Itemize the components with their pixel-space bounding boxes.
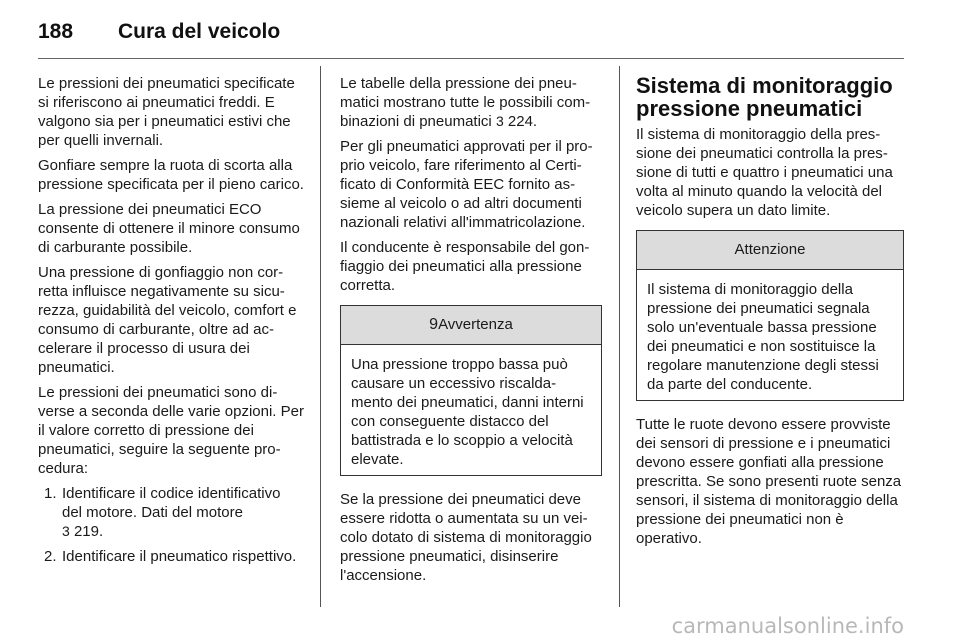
step-number: 1. xyxy=(44,485,57,502)
paragraph: Tutte le ruote devono essere provviste dei sensori di pressione e i pneumatici devono essere gonfiati alla pressione prescritta. Se sono presenti ruote senza sensori, il sistema di monitoraggio della pressione dei pneumatici non è operativo. xyxy=(636,416,902,547)
column-divider-1 xyxy=(320,66,321,607)
paragraph: Gonfiare sempre la ruota di scorta alla pressione specificata per il pieno carico. xyxy=(38,157,304,193)
warning-box-header xyxy=(341,306,601,345)
step-number: 2. xyxy=(44,548,57,565)
page-ref-arrow-icon: 3 xyxy=(62,523,70,539)
paragraph: La pressione dei pneumatici ECO consente di ottenere il minore consumo di carburante possibile. xyxy=(38,201,300,256)
step-text: Identificare il pneumatico rispettivo. xyxy=(62,548,297,565)
list-item xyxy=(38,547,304,566)
caution-title: Attenzione xyxy=(637,231,903,270)
procedure-steps xyxy=(38,484,304,566)
page-number: 188 xyxy=(38,20,74,43)
step-text: Identificare il codice identificativo del motore. Dati del motore xyxy=(62,485,281,521)
caution-box xyxy=(636,230,904,401)
page-header xyxy=(38,20,922,50)
paragraph xyxy=(340,74,602,131)
column-2 xyxy=(340,74,602,591)
header-rule xyxy=(38,58,904,59)
paragraph: Le pressioni dei pneumatici specificate si riferiscono ai pneumatici freddi. E valgono sia per i pneumatici estivi che per quelli invernali. xyxy=(38,75,295,149)
column-1 xyxy=(38,74,304,572)
section-title: Sistema di monitoraggio pressione pneumatici xyxy=(636,73,893,121)
page-ref-arrow-icon: 3 xyxy=(495,113,504,129)
paragraph-text: Le tabelle della pressione dei pneumatici mostrano tutte le possibili combinazioni di pneumatici xyxy=(340,75,591,130)
page-title: Cura del veicolo xyxy=(118,20,281,43)
watermark: carmanualsonline.info xyxy=(671,614,904,638)
column-divider-2 xyxy=(619,66,620,607)
paragraph: Se la pressione dei pneumatici deve essere ridotta o aumentata su un veicolo dotato di sistema di monitoraggio pressione pneumatici, disinserire l'accensione. xyxy=(340,491,592,584)
paragraph: Il sistema di monitoraggio della pressione dei pneumatici controlla la pressione di tutti e quattro i pneumatici una volta al minuto quando la velocità del veicolo supera un dato limite. xyxy=(636,126,893,219)
caution-text: Il sistema di monitoraggio della pressione dei pneumatici segnala solo un'eventuale bassa pressione dei pneumatici e non sostituisce la regolare manutenzione degli stessi da parte del conducente. xyxy=(647,281,879,393)
paragraph: Una pressione di gonfiaggio non corretta influisce negativamente su sicurezza, guidabilità del veicolo, comfort e consumo di carburante, oltre ad accelerare il processo di usura dei pneumatici. xyxy=(38,264,297,376)
paragraph: Le pressioni dei pneumatici sono diverse a seconda delle varie opzioni. Per il valore corretto di pressione dei pneumatici, seguire la seguente procedura: xyxy=(38,384,304,477)
page-ref-link[interactable]: 224. xyxy=(507,113,538,130)
page-ref-link[interactable]: 219. xyxy=(73,523,104,540)
warning-box xyxy=(340,305,602,476)
warning-title: Avvertenza xyxy=(438,316,513,333)
paragraph: Per gli pneumatici approvati per il proprio veicolo, fare riferimento al Certificato di Conformità EEC fornito assieme al veicolo o ad altri documenti nazionali relativi all'immatricolazione. xyxy=(340,138,593,231)
warning-text: Una pressione troppo bassa può causare un eccessivo riscaldamento dei pneumatici, danni interni con conseguente distacco del battistrada e lo scoppio a velocità elevate. xyxy=(351,356,584,468)
warning-icon: 9 xyxy=(429,316,439,333)
column-3 xyxy=(636,74,904,554)
list-item xyxy=(38,484,304,541)
paragraph: Il conducente è responsabile del gonfiaggio dei pneumatici alla pressione corretta. xyxy=(340,239,590,294)
